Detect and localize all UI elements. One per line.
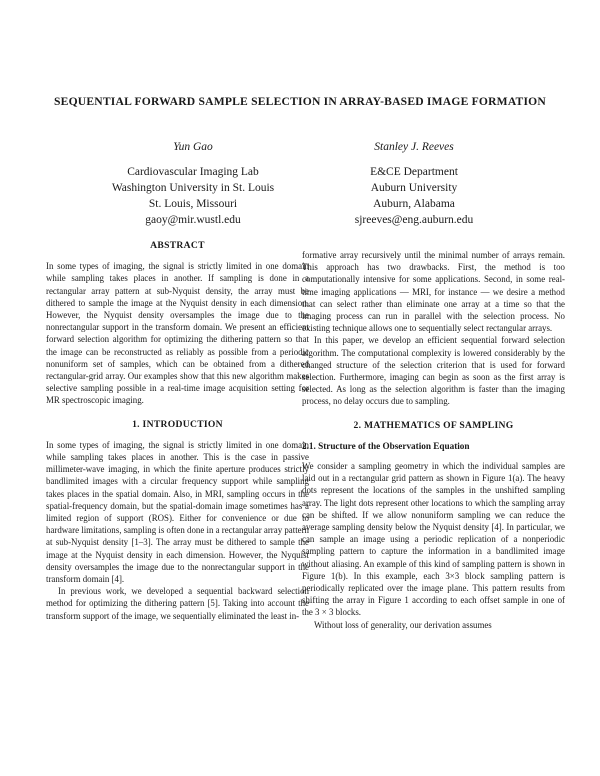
intro-paragraph-2: In previous work, we developed a sequential backward selection method for optimizing the dithering pattern [5]. Taking into account the transform support of the image, we sequentially eliminated the least in-	[46, 586, 309, 621]
author-name: Yun Gao	[173, 141, 213, 153]
subsection21-heading: 2.1. Structure of the Observation Equation	[302, 440, 470, 451]
left-column	[46, 240, 309, 622]
right-paragraph-2: In this paper, we develop an efficient sequential forward selection algorithm. The computational complexity is lowered considerably by the changed structure of the selection criterion that is used for forward selection. Furthermore, imaging can begin as soon as the first array is selected. As long as the selection algorithm is faster than the imaging process, no delay occurs due to sampling.	[302, 335, 565, 407]
intro-paragraph-1: In some types of imaging, the signal is strictly limited in one domain while sampling takes places in another. This is the case in passive millimeter-wave imaging, in which the finite aperture produces strictly bandlimited images with a circular frequency support while sampling takes places in the spatial domain. Also, in MRI, sampling occurs in the spatial-frequency domain, but the spatial-domain image sometimes has a limited region of support (ROS). Either for convenience or due to hardware limitations, sampling is often done in a rectangular array pattern at sub-Nyquist density [1–3]. The array must be dithered to sample the image at the Nyquist density in each dimension. However, the Nyquist density oversamples the image due to the nonrectangular support in the transform domain [4].	[46, 439, 309, 585]
affiliation-line: Washington University in St. Louis	[111, 182, 275, 194]
section2-heading: 2. MATHEMATICS OF SAMPLING	[353, 419, 514, 431]
affiliation-line: Auburn University	[370, 182, 458, 194]
right-column	[302, 249, 565, 631]
author-block-reeves	[294, 139, 534, 228]
right-paragraph-1: formative array recursively until the minimal number of arrays remain. This approach has two drawbacks. First, the method is too computationally intensive for some applications. Second, in some real-time imaging applications — MRI, for instance — we desire a method that can select rather than eliminate one array at a time so that the imaging process can run in parallel with the selection process. No existing technique allows one to sequentially select rectangular arrays.	[302, 250, 565, 334]
author-name: Stanley J. Reeves	[374, 141, 454, 153]
affiliation-line: Cardiovascular Imaging Lab	[127, 166, 259, 178]
abstract-text: In some types of imaging, the signal is strictly limited in one domain while sampling takes places in another. If sampling is done in a rectangular array pattern at sub-Nyquist density, the array must be dithered to sample the image at the Nyquist density in each dimension. However, the Nyquist density oversamples the image due to the nonrectangular support in the transform domain. We present an efficient forward selection algorithm for optimizing the dithering pattern so that the image can be reconstructed as reliably as possible from a periodic nonuniform set of samples, which can be obtained from a dithered rectangular-grid array. Our examples show that this new algorithm makes selective sampling possible in a real-time image acquisition setting for MR spectroscopic imaging.	[46, 261, 309, 406]
author-email: gaoy@mir.wustl.edu	[145, 214, 241, 226]
affiliation-line: Auburn, Alabama	[373, 198, 455, 210]
abstract-heading: ABSTRACT	[150, 240, 205, 251]
author-email: sjreeves@eng.auburn.edu	[354, 214, 474, 226]
affiliation-line: E&CE Department	[370, 166, 458, 178]
intro-heading: 1. INTRODUCTION	[132, 418, 223, 430]
paper-title: SEQUENTIAL FORWARD SAMPLE SELECTION IN ARRAY-BASED IMAGE FORMATION	[54, 95, 546, 108]
author-block-gao	[73, 139, 313, 228]
right-paragraph-4: Without loss of generality, our derivation assumes	[314, 619, 492, 630]
right-paragraph-3: We consider a sampling geometry in which the individual samples are laid out in a rectangular grid pattern as shown in Figure 1(a). The heavy dots represent the locations of the samples in the unshifted sampling array. The light dots represent other locations to which the sampling array can be shifted. If we allow nonuniform sampling we can reduce the average sampling density below the Nyquist density [4]. In particular, we can sample an image using a periodic replication of a nonperiodic sampling pattern to capture the information in a bandlimited image without aliasing. An example of this kind of sampling pattern is shown in Figure 1(b). In this example, each 3×3 block sampling pattern is periodically replicated over the image plane. This pattern results from shifting the array in Figure 1 according to each offset sample in one of the 3 × 3 blocks.	[302, 461, 565, 618]
affiliation-line: St. Louis, Missouri	[148, 198, 238, 210]
